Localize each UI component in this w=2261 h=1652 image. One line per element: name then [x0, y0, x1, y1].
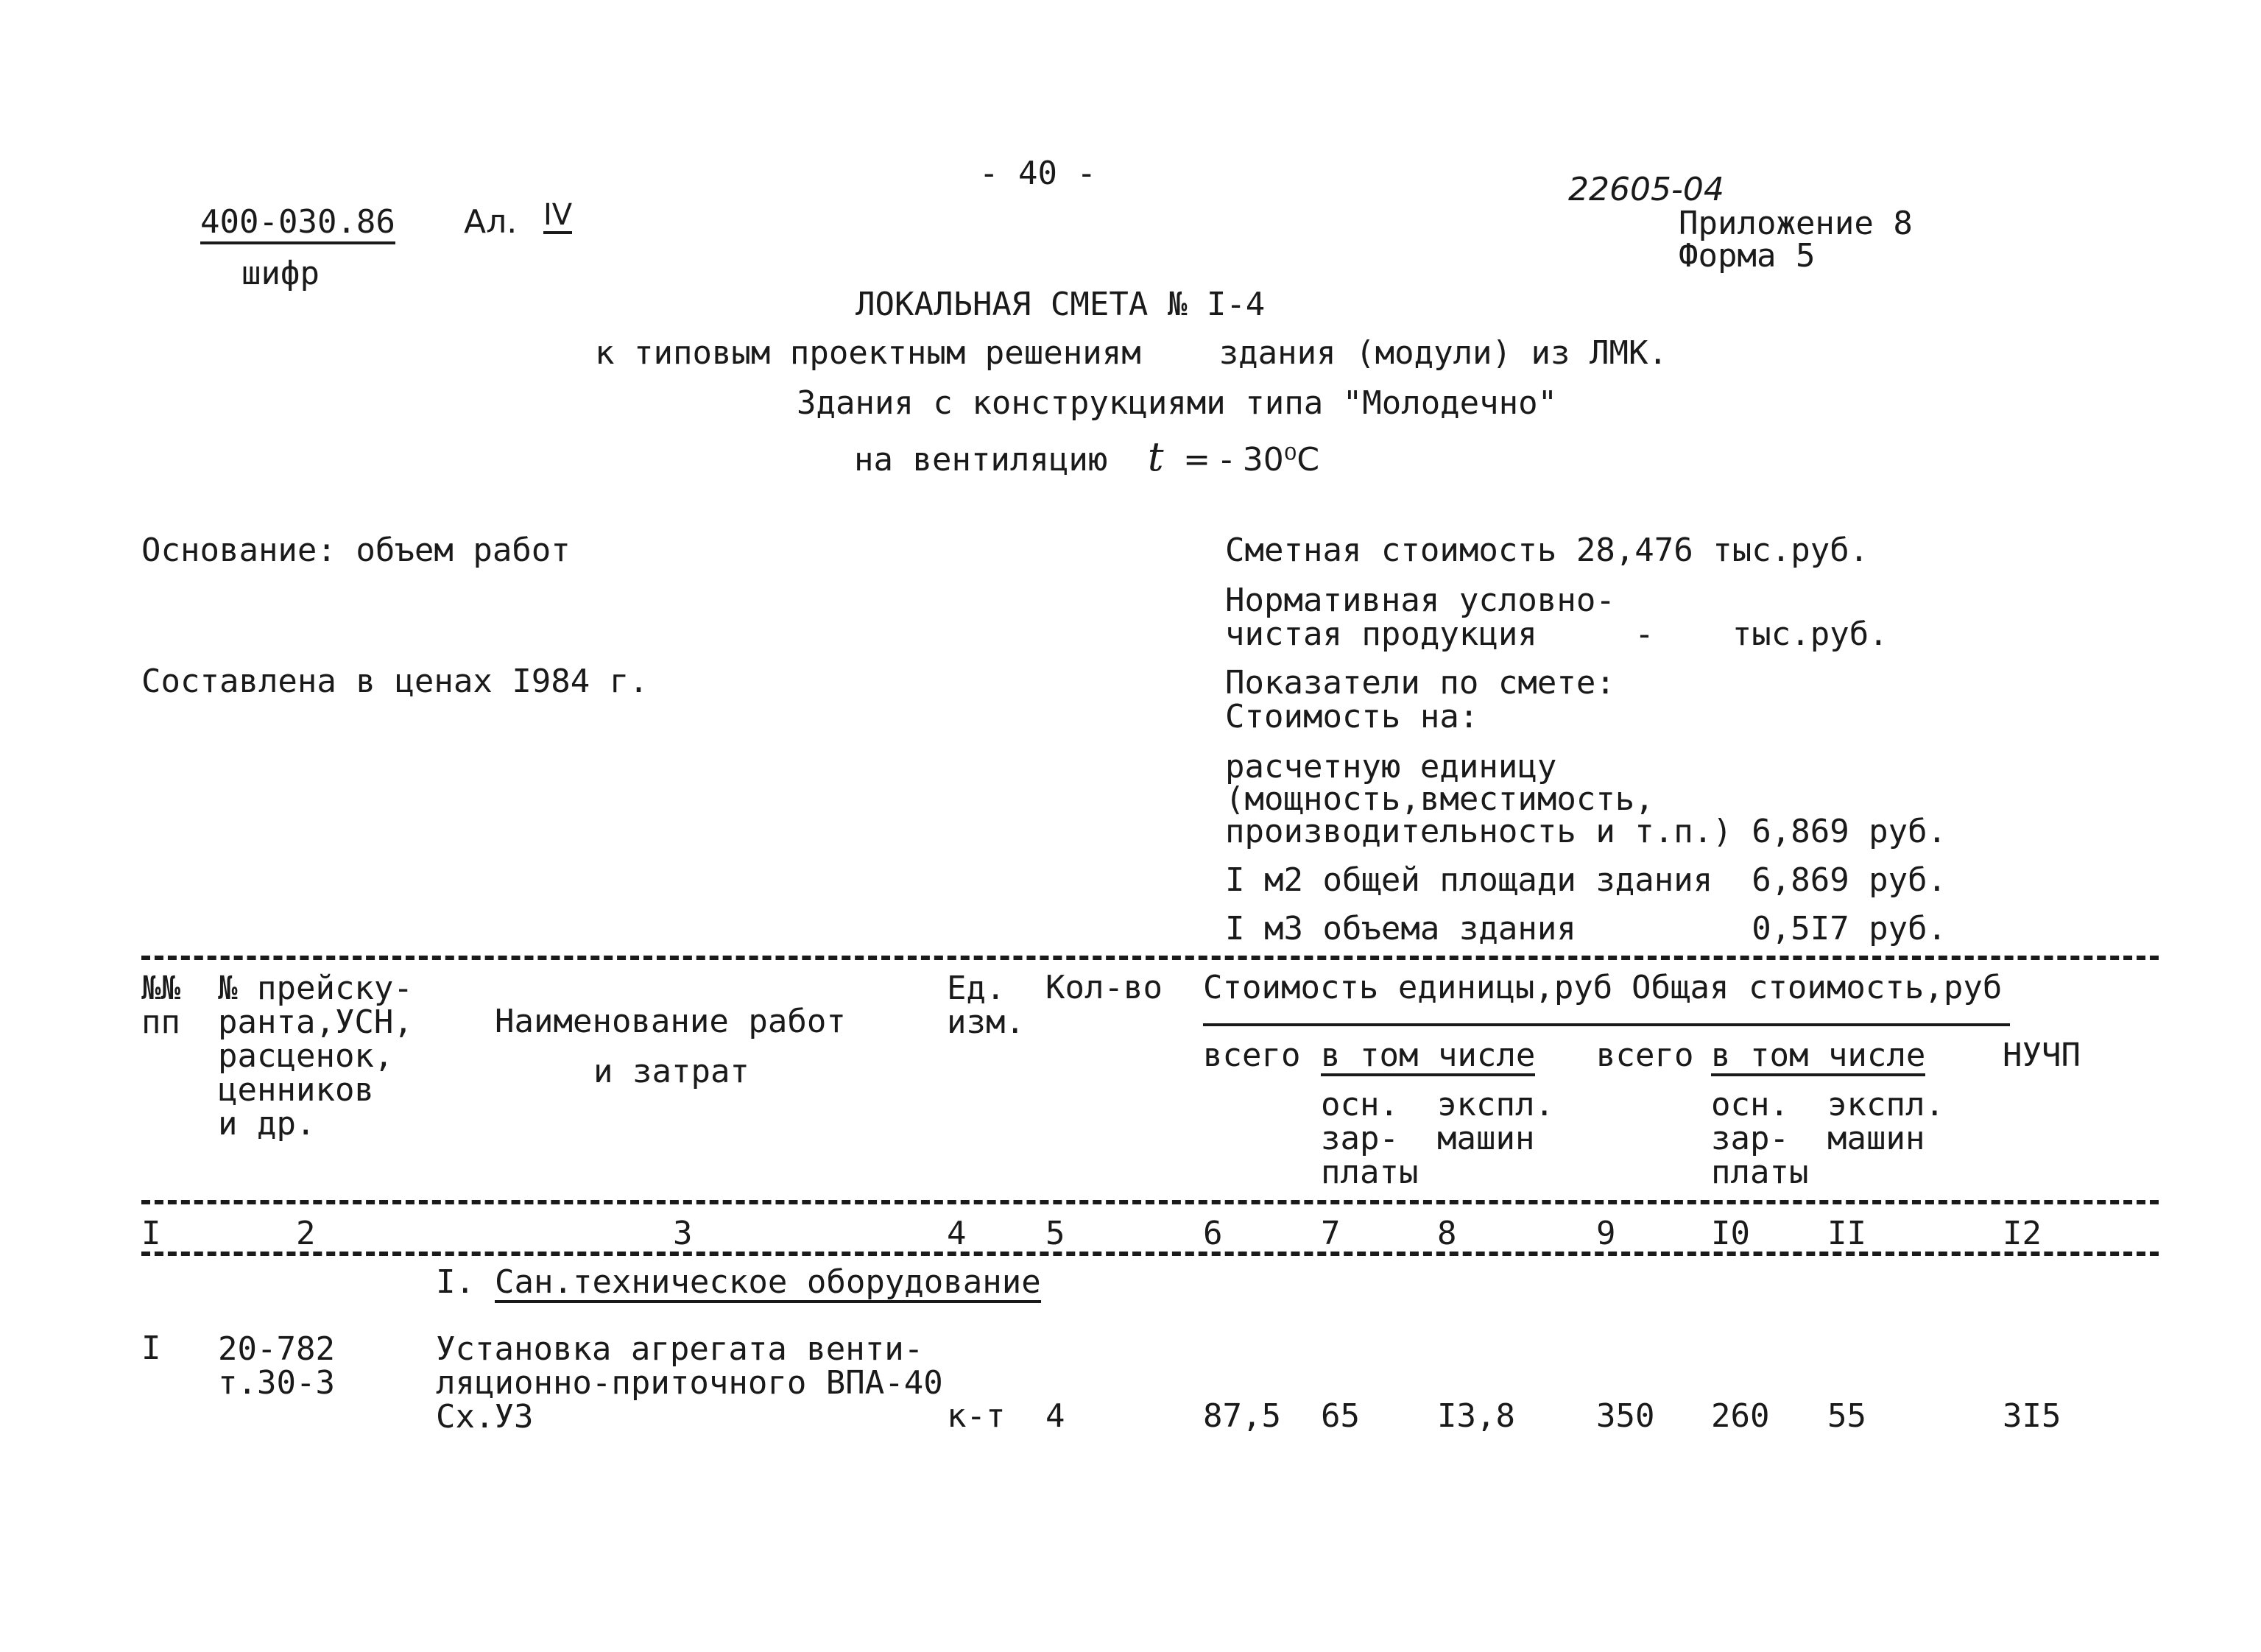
- cost-per-m2: I м2 общей площади здания 6,869 руб.: [1225, 861, 1947, 899]
- col-number: 8: [1437, 1215, 1457, 1252]
- temperature-value: = - 30⁰С: [1183, 441, 1320, 479]
- indicators-line-2: Стоимость на:: [1225, 698, 1479, 735]
- row-total-wages: 260: [1711, 1397, 1770, 1435]
- row-unit-wages: 65: [1321, 1397, 1360, 1435]
- col-head-total-wages: осн. зар- платы: [1711, 1086, 1809, 1191]
- col-number: 5: [1045, 1215, 1065, 1252]
- row-number: I: [141, 1330, 161, 1367]
- col-number: I: [141, 1215, 161, 1252]
- col-head-qty: Кол-во: [1045, 969, 1163, 1006]
- basis-text: Основание: объем работ: [141, 532, 571, 569]
- title-line-2: к типовым проектным решениям здания (модули) из ЛМК.: [595, 334, 1668, 372]
- col-number: 2: [296, 1215, 316, 1252]
- row-name: Установка агрегата венти- ляционно-приточного ВПА-40 Сх.УЗ: [436, 1330, 943, 1436]
- col-numbers-rule: [141, 1252, 2159, 1256]
- col-head-total-cost: Общая стоимость,руб: [1632, 969, 2003, 1006]
- cipher-label: шифр: [241, 255, 320, 292]
- title-line-3: Здания с конструкциями типа "Молодечно": [797, 384, 1558, 422]
- normative-line-2: чистая продукция - тыс.руб.: [1225, 615, 1888, 653]
- estimate-title: ЛОКАЛЬНАЯ СМЕТА № I-4: [856, 286, 1266, 323]
- col-number: 3: [673, 1215, 693, 1252]
- album-number: IV: [543, 200, 572, 234]
- col-head-unit-machines: экспл. машин: [1437, 1086, 1554, 1157]
- document-code: 400-030.86: [200, 206, 395, 244]
- col-head-unit: Ед. изм.: [947, 970, 1025, 1041]
- col-head-price-list: № прейску- ранта,УСН, расценок, ценников и др.: [218, 970, 413, 1143]
- col-head-unit-cost: Стоимость единицы,руб: [1203, 969, 1613, 1006]
- row-unit: к-т: [947, 1397, 1006, 1435]
- header-bottom-rule: [141, 1200, 2159, 1204]
- col-number: 4: [947, 1215, 967, 1252]
- section-title: Сан.техническое оборудование: [495, 1266, 1041, 1303]
- row-unit-machines: I3,8: [1437, 1397, 1515, 1435]
- table-top-rule: [141, 956, 2159, 960]
- temperature-variable: t: [1147, 434, 1164, 480]
- album-prefix: Ал.: [464, 203, 518, 241]
- normative-line-1: Нормативная условно-: [1225, 582, 1615, 619]
- row-unit-total: 87,5: [1203, 1397, 1281, 1435]
- col-number: 7: [1321, 1215, 1341, 1252]
- unit-line-1: расчетную единицу: [1225, 748, 1557, 786]
- col-number: 6: [1203, 1215, 1223, 1252]
- col-head-total-machines: экспл. машин: [1827, 1086, 1944, 1157]
- col-head-nuchp: НУЧП: [2003, 1037, 2081, 1074]
- unit-line-2: (мощность,вместимость,: [1225, 780, 1654, 818]
- form-label: Форма 5: [1679, 237, 1816, 275]
- estimated-cost: Сметная стоимость 28,476 тыс.руб.: [1225, 532, 1869, 569]
- handwritten-id: 22605-04: [1568, 171, 1724, 208]
- cost-group-rule: [1203, 1023, 2010, 1026]
- title-line-4-prefix: на вентиляцию: [854, 441, 1108, 479]
- col-number: I0: [1711, 1215, 1750, 1252]
- col-head-unit-all: всего: [1203, 1037, 1301, 1074]
- col-head-total-incl: в том числе: [1711, 1039, 1925, 1076]
- col-number: I2: [2003, 1215, 2042, 1252]
- row-code: 20-782 т.30-3: [218, 1330, 335, 1402]
- col-head-unit-wages: осн. зар- платы: [1321, 1086, 1419, 1191]
- appendix-label: Приложение 8: [1679, 205, 1913, 242]
- row-total-machines: 55: [1827, 1397, 1866, 1435]
- row-qty: 4: [1045, 1397, 1065, 1435]
- prices-year-text: Составлена в ценах I984 г.: [141, 663, 649, 700]
- col-head-name: Наименование работ: [495, 1003, 846, 1040]
- col-head-number: №№ пп: [141, 970, 180, 1041]
- title-line-4: [854, 434, 1320, 480]
- unit-line-3: производительность и т.п.) 6,869 руб.: [1225, 813, 1947, 850]
- col-head-name-2: и затрат: [593, 1053, 749, 1090]
- row-nuchp: 3I5: [2003, 1397, 2061, 1435]
- indicators-line-1: Показатели по смете:: [1225, 664, 1615, 702]
- row-total: 350: [1596, 1397, 1655, 1435]
- cost-per-m3: I м3 объема здания 0,5I7 руб.: [1225, 910, 1947, 947]
- section-number: I.: [436, 1263, 475, 1301]
- page-number: - 40 -: [979, 155, 1096, 192]
- col-number: II: [1827, 1215, 1866, 1252]
- col-head-unit-incl: в том числе: [1321, 1039, 1535, 1076]
- col-number: 9: [1596, 1215, 1616, 1252]
- col-head-total-all: всего: [1596, 1037, 1694, 1074]
